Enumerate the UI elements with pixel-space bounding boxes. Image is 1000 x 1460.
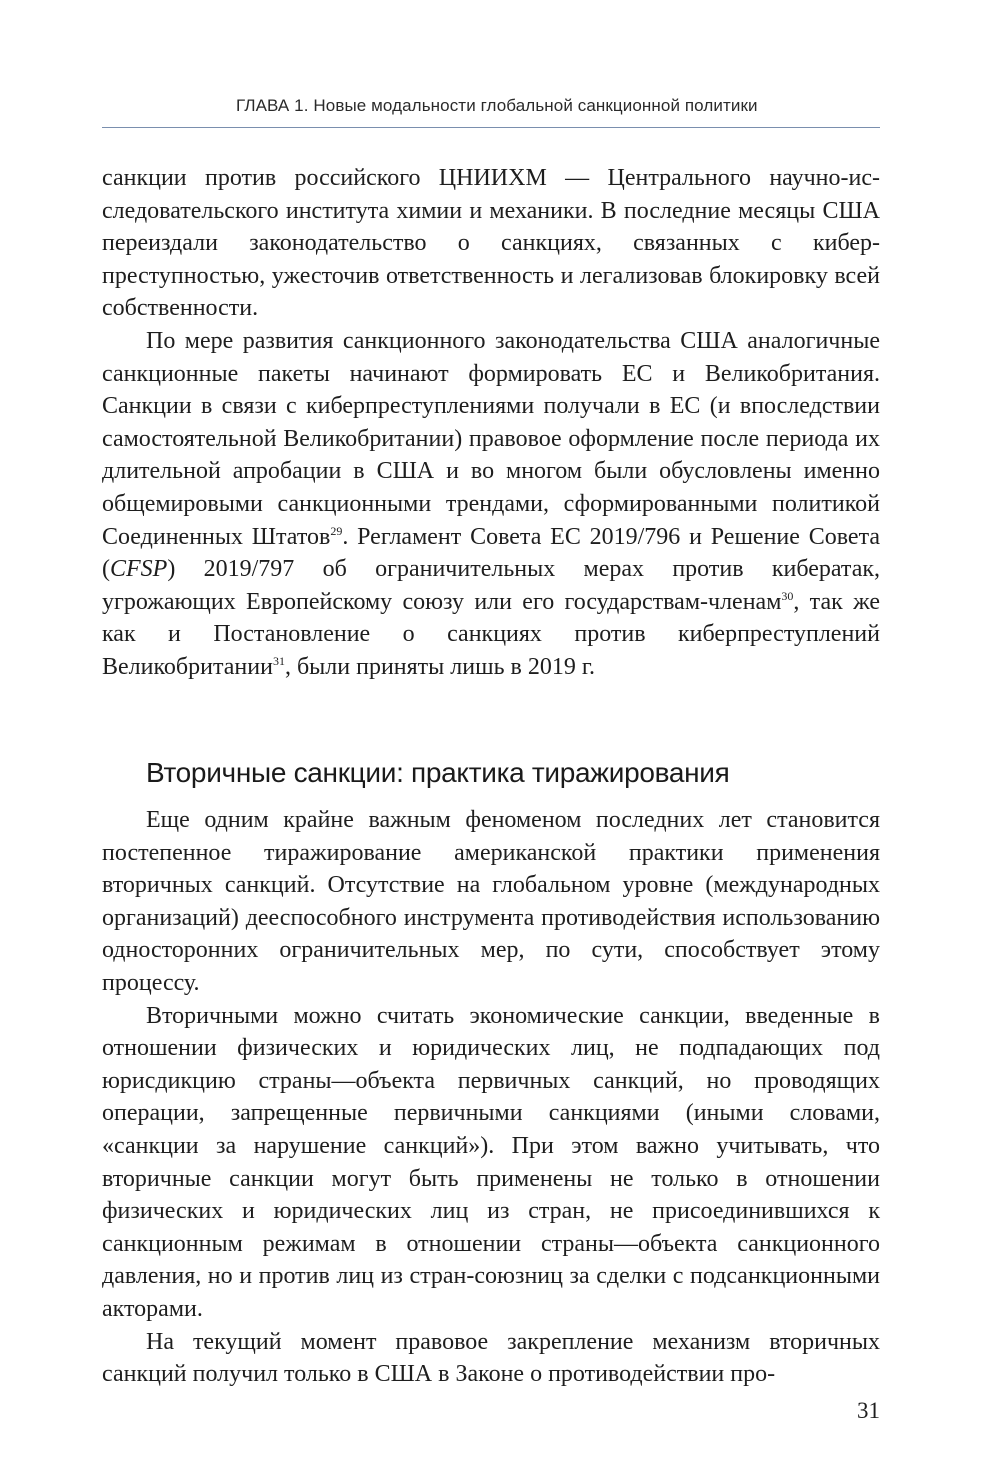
- paragraph-text: , были приняты лишь в 2019 г.: [284, 653, 596, 680]
- section-heading: Вторичные санкции: практика тиражирования: [146, 757, 730, 788]
- header-rule: [102, 127, 880, 128]
- paragraph-legal-mechanism: На текущий момент правовое закрепление механизм вторичных санкций получил только в США в Законе о противодействии про-: [102, 1328, 880, 1388]
- paragraph-text: . Регламент Совета ЕС 2019/796 и Решение Совета (: [102, 523, 881, 583]
- body-text-top: [102, 162, 880, 684]
- paragraph-text: ) 2019/797 об ограничительных мерах против кибератак, угрожающих Европейскому союзу или его государствам-членам: [102, 556, 880, 615]
- page-number: 31: [857, 1398, 880, 1423]
- paragraph-eu-uk-sanctions: [102, 325, 880, 684]
- paragraph-secondary-sanctions-definition: Вторичными можно считать экономические санкции, введенные в отношении физических и юридических лиц, не подпадающих под юрисдикцию страны—объекта первичных санкций, но проводящих операции, запрещенные первичными санкциями (иными словами, «санкции за нарушение санкций»). При этом важно учитывать, что вторичные санкции могут быть применены не только в отношении физических и юридических лиц из стран, не присоединившихся к санкционным режимам в отношении страны—объекта санкционного давления, но и против лиц из стран-союзниц за сделки с подсанкционными акторами.: [102, 1002, 880, 1322]
- paragraph-text: , так же как и Постановление о санкциях против киберпреступлений Великобритании: [102, 588, 880, 680]
- footnote-ref-29: 29: [330, 523, 343, 538]
- paragraph-text: По мере развития санкционного законодательства США аналогичные санкционные пакеты начинают формировать ЕС и Великобритания. Санкции в связи с киберпреступлениями получали в ЕС (и впоследствии самостоятельной Великобритании) правовое оформление после периода их длительной апробации в США и во многом были обусловлены именно общемировыми санкционными трендами, сформированными политикой Соединенных Штатов: [102, 327, 880, 550]
- running-head-title: ГЛАВА 1. Новые модальности глобальной санкционной политики: [236, 96, 758, 115]
- paragraph-continuation: санкции против российского ЦНИИХМ — Центрального научно-исследовательского института химии и механики. В последние месяцы США переиздали законодательство о санкциях, связанных с киберпреступностью, ужесточив ответственность и легализовав блокировку всей собственности.: [102, 165, 880, 322]
- paragraph-secondary-sanctions-intro: Еще одним крайне важным феноменом последних лет становится постепенное тиражирование американской практики применения вторичных санкций. Отсутствие на глобальном уровне (международных организаций) дееспособного инструмента противодействия использованию односторонних ограничительных мер, по сути, способствует этому процессу.: [102, 807, 880, 996]
- body-text-bottom: [102, 804, 880, 1391]
- footnote-ref-31: 31: [272, 653, 285, 668]
- footnote-ref-30: 30: [781, 588, 794, 603]
- cfsp-abbreviation: CFSP: [110, 556, 168, 583]
